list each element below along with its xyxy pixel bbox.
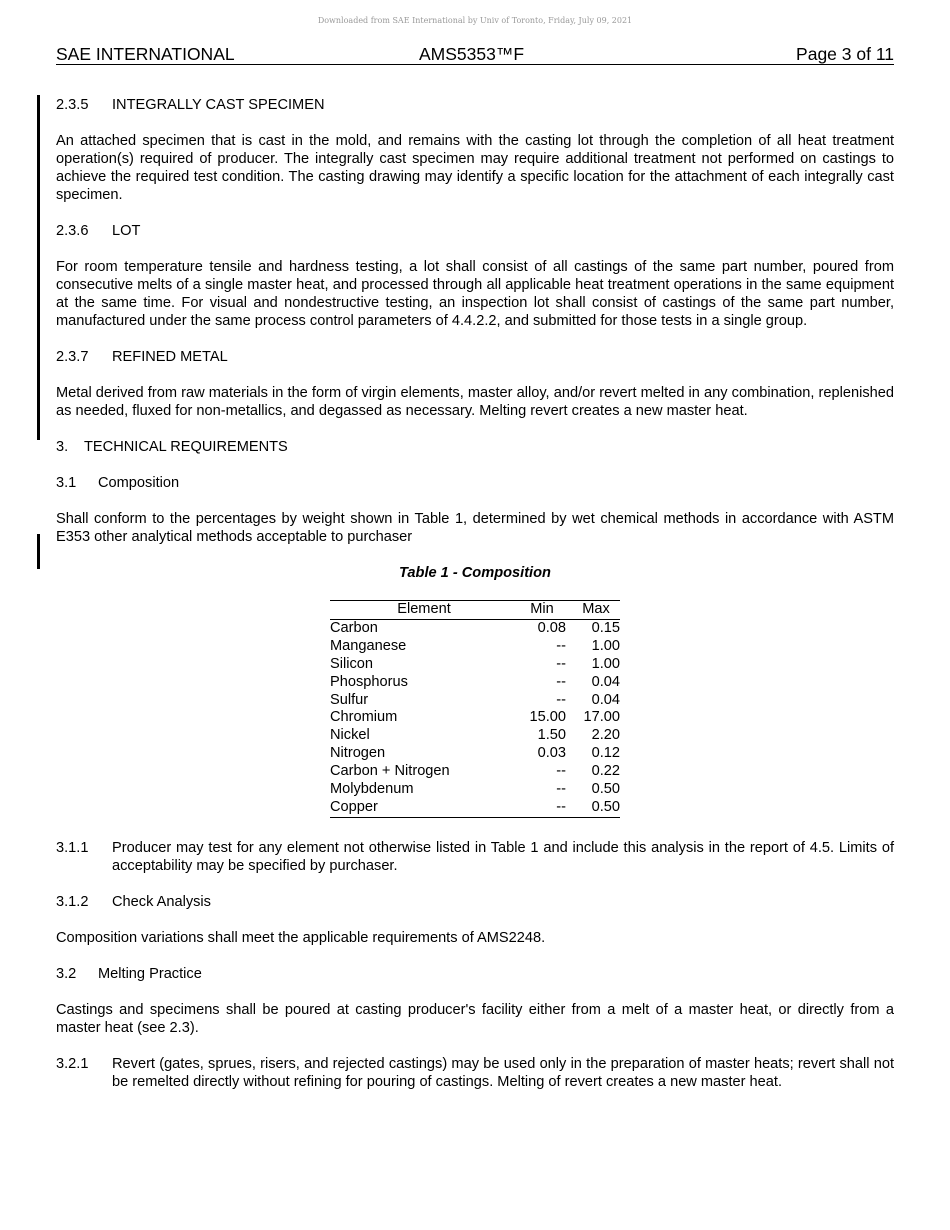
cell-min: -- — [556, 673, 566, 690]
section-heading-2-3-6 — [56, 222, 894, 240]
table-row — [330, 763, 620, 781]
header-org: SAE INTERNATIONAL — [56, 44, 235, 64]
table-row — [330, 656, 620, 674]
section-title: Composition — [98, 475, 180, 491]
cell-min: -- — [518, 799, 572, 817]
cell-max: 0.50 — [591, 781, 620, 798]
section-title: TECHNICAL REQUIREMENTS — [84, 439, 288, 455]
cell-min: -- — [556, 655, 566, 672]
cell-max: 1.00 — [591, 655, 620, 672]
section-number: 3.1 — [56, 475, 77, 491]
cell-element: Molybdenum — [330, 781, 414, 798]
section-heading-2-3-7 — [56, 348, 894, 366]
section-title: INTEGRALLY CAST SPECIMEN — [112, 97, 325, 113]
change-bar-1 — [37, 95, 40, 440]
section-title: Melting Practice — [98, 965, 202, 982]
section-text-3-1-2: Composition variations shall meet the applicable requirements of AMS2248. — [56, 929, 546, 946]
section-heading-3 — [56, 438, 894, 456]
cell-min: -- — [556, 781, 566, 798]
section-heading-2-3-5 — [56, 96, 894, 114]
header-max: Max — [572, 601, 620, 620]
cell-min: 1.50 — [537, 727, 566, 744]
page-header — [56, 44, 894, 65]
section-number: 3.1.2 — [56, 893, 89, 910]
section-title: REFINED METAL — [112, 349, 228, 365]
section-title: Check Analysis — [112, 893, 211, 910]
cell-min: 15.00 — [529, 709, 566, 726]
cell-max: 0.50 — [572, 799, 620, 817]
section-text-2-3-7: Metal derived from raw materials in the form of virgin elements, master alloy, and/or revert melted in any combination, replenished as needed, fluxed for non-metallics, and degassed as necessary. Melting revert creates a new master heat. — [56, 385, 894, 419]
header-page-number: Page 3 of 11 — [796, 44, 894, 64]
section-title: LOT — [112, 223, 141, 239]
section-number: 3.2 — [56, 965, 77, 982]
section-text: Revert (gates, sprues, risers, and rejected castings) may be used only in the preparation of master heats; revert shall not be remelted directly without refining for pouring of castings. Melting of revert creates a new master heat. — [112, 1055, 894, 1090]
document-body — [56, 96, 894, 1109]
cell-element: Nickel — [330, 727, 370, 744]
cell-element: Carbon + Nitrogen — [330, 763, 450, 780]
table-row — [330, 619, 620, 637]
table-row — [330, 638, 620, 656]
cell-max: 0.04 — [591, 673, 620, 690]
cell-element: Manganese — [330, 637, 407, 654]
section-3-1-1 — [56, 839, 894, 875]
table-row — [330, 727, 620, 745]
table-header-row — [330, 601, 620, 620]
table-row — [330, 674, 620, 692]
section-number: 3.2.1 — [56, 1055, 89, 1072]
cell-element: Silicon — [330, 655, 373, 672]
table-title: Table 1 - Composition — [399, 565, 551, 581]
cell-min: -- — [556, 691, 566, 708]
cell-element: Chromium — [330, 709, 398, 726]
section-text-3-1: Shall conform to the percentages by weight shown in Table 1, determined by wet chemical methods in accordance with ASTM E353 other analytical methods acceptable to purchaser — [56, 511, 894, 545]
cell-element: Sulfur — [330, 691, 369, 708]
section-number: 3. — [56, 439, 69, 455]
download-watermark: Downloaded from SAE International by Univ of Toronto, Friday, July 09, 2021 — [317, 16, 633, 25]
section-text: Producer may test for any element not otherwise listed in Table 1 and include this analysis in the report of 4.5. Limits of acceptability may be specified by purchaser. — [112, 839, 894, 874]
cell-max: 0.22 — [591, 763, 620, 780]
cell-element: Nitrogen — [330, 745, 386, 762]
section-number: 2.3.5 — [56, 97, 89, 113]
section-heading-3-2 — [56, 965, 894, 983]
change-bar-2 — [37, 534, 40, 569]
table-row — [330, 781, 620, 799]
cell-min: -- — [556, 763, 566, 780]
section-text-2-3-5: An attached specimen that is cast in the mold, and remains with the casting lot through the completion of all heat treatment operation(s) required of producer. The integrally cast specimen may require additional treatment not performed on castings to achieve the required test condition. The casting drawing may identify a specific location for the attachment of each integrally cast specimen. — [56, 133, 894, 203]
table-row — [330, 692, 620, 710]
cell-min: -- — [556, 637, 566, 654]
table-row — [330, 799, 620, 817]
section-heading-3-1-2 — [56, 893, 894, 911]
cell-max: 0.04 — [591, 691, 620, 708]
table-row — [330, 745, 620, 763]
cell-element: Phosphorus — [330, 673, 408, 690]
section-number: 2.3.7 — [56, 349, 89, 365]
section-3-2-1 — [56, 1055, 894, 1091]
cell-max: 2.20 — [591, 727, 620, 744]
table-row — [330, 709, 620, 727]
composition-table — [330, 600, 620, 818]
cell-element: Carbon — [330, 619, 378, 636]
section-number: 2.3.6 — [56, 223, 89, 239]
cell-max: 1.00 — [591, 637, 620, 654]
cell-min: 0.08 — [537, 619, 566, 636]
header-doc-number: AMS5353™F — [419, 44, 525, 64]
header-element: Element — [330, 601, 518, 620]
cell-element: Copper — [330, 799, 518, 817]
section-text-2-3-6: For room temperature tensile and hardness testing, a lot shall consist of all castings of the same part number, poured from consecutive melts of a single master heat, and processed through all applicable heat treatment operations in the same equipment at the same time. For visual and nondestructive testing, an inspection lot shall consist of castings of the same part number, manufactured under the same process control parameters of 4.4.2.2, and submitted for those tests in a single group. — [56, 259, 894, 329]
cell-max: 17.00 — [583, 709, 620, 726]
section-number: 3.1.1 — [56, 839, 89, 856]
section-text-3-2: Castings and specimens shall be poured at casting producer's facility either from a melt of a master heat, or directly from a master heat (see 2.3). — [56, 1001, 894, 1036]
header-min: Min — [518, 601, 572, 620]
section-heading-3-1 — [56, 474, 894, 492]
cell-max: 0.12 — [591, 745, 620, 762]
cell-max: 0.15 — [591, 619, 620, 636]
cell-min: 0.03 — [537, 745, 566, 762]
